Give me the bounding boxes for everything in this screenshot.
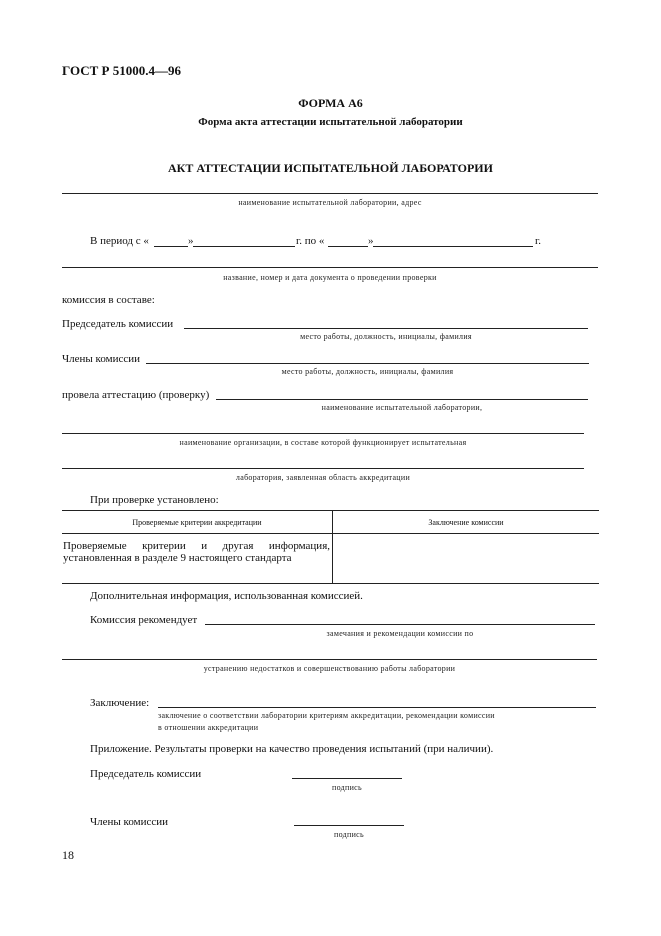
table-header-conclusion: Заключение комиссии bbox=[333, 511, 600, 534]
commission-text: комиссия в составе: bbox=[62, 294, 155, 306]
chairman-caption: место работы, должность, инициалы, фамилия bbox=[300, 332, 472, 341]
form-subtitle: Форма акта аттестации испытательной лаборатории bbox=[198, 116, 463, 128]
table-header-criteria: Проверяемые критерии аккредитации bbox=[62, 511, 333, 534]
conducted-label: провела аттестацию (проверку) bbox=[62, 389, 210, 401]
period-quote-2: » bbox=[368, 235, 374, 247]
period-start-day-field[interactable] bbox=[154, 246, 188, 247]
conducted-caption: наименование испытательной лаборатории, bbox=[321, 403, 483, 412]
table-cell-criteria-line1: Проверяемые критерии и другая информация, bbox=[63, 540, 330, 552]
elimination-line[interactable] bbox=[62, 659, 597, 660]
appendix-text: Приложение. Результаты проверки на качество проведения испытаний (при наличии). bbox=[90, 743, 494, 755]
members-signature-caption: подпись bbox=[334, 830, 364, 839]
members-caption: место работы, должность, инициалы, фамилия bbox=[281, 367, 454, 376]
conclusion-caption-2: в отношении аккредитации bbox=[158, 723, 259, 732]
recommends-caption: замечания и рекомендации комиссии по bbox=[326, 629, 474, 638]
lab-area-caption: лаборатория, заявленная область аккредитации bbox=[235, 473, 411, 482]
conclusion-label: Заключение: bbox=[90, 697, 150, 709]
document-caption: название, номер и дата документа о проведении проверки bbox=[223, 273, 437, 282]
conclusion-caption-1: заключение о соответствии лаборатории критериям аккредитации, рекомендации комиссии bbox=[158, 711, 495, 720]
lab-name-caption: наименование испытательной лаборатории, адрес bbox=[238, 198, 422, 207]
organization-caption: наименование организации, в составе которой функционирует испытательная bbox=[179, 438, 467, 447]
recommends-field[interactable] bbox=[205, 624, 595, 625]
conducted-field[interactable] bbox=[216, 399, 588, 400]
period-year-suffix: г. bbox=[535, 235, 542, 247]
lab-area-line[interactable] bbox=[62, 468, 584, 469]
period-prefix: В период с « bbox=[90, 235, 149, 247]
criteria-table bbox=[62, 510, 599, 584]
members-signature-field[interactable] bbox=[294, 825, 404, 826]
table-cell-conclusion[interactable] bbox=[333, 534, 600, 584]
recommends-label: Комиссия рекомендует bbox=[90, 614, 198, 626]
page-number: 18 bbox=[62, 848, 74, 862]
form-code: ФОРМА А6 bbox=[298, 96, 363, 110]
sign-members-label: Члены комиссии bbox=[90, 816, 169, 828]
period-end-month-field[interactable] bbox=[373, 246, 533, 247]
members-label: Члены комиссии bbox=[62, 353, 141, 365]
additional-info: Дополнительная информация, использованная комиссией. bbox=[90, 590, 363, 602]
period-start-month-field[interactable] bbox=[193, 246, 295, 247]
chairman-label: Председатель комиссии bbox=[62, 318, 174, 330]
found-text: При проверке установлено: bbox=[90, 494, 219, 506]
organization-line[interactable] bbox=[62, 433, 584, 434]
chairman-signature-field[interactable] bbox=[292, 778, 402, 779]
chairman-signature-caption: подпись bbox=[332, 783, 362, 792]
table-cell-criteria-line2: установленная в разделе 9 настоящего стандарта bbox=[63, 552, 292, 564]
table-cell-criteria bbox=[62, 534, 333, 584]
elimination-caption: устранению недостатков и совершенствованию работы лаборатории bbox=[203, 664, 456, 673]
document-title: АКТ АТТЕСТАЦИИ ИСПЫТАТЕЛЬНОЙ ЛАБОРАТОРИИ bbox=[168, 161, 493, 175]
chairman-field[interactable] bbox=[184, 328, 588, 329]
lab-name-line[interactable] bbox=[62, 193, 598, 194]
members-field[interactable] bbox=[146, 363, 589, 364]
period-to: г. по « bbox=[296, 235, 325, 247]
period-quote-1: » bbox=[188, 235, 194, 247]
standard-code: ГОСТ Р 51000.4—96 bbox=[62, 63, 181, 78]
conclusion-field[interactable] bbox=[158, 707, 596, 708]
sign-chairman-label: Председатель комиссии bbox=[90, 768, 202, 780]
period-end-day-field[interactable] bbox=[328, 246, 368, 247]
document-line[interactable] bbox=[62, 267, 598, 268]
